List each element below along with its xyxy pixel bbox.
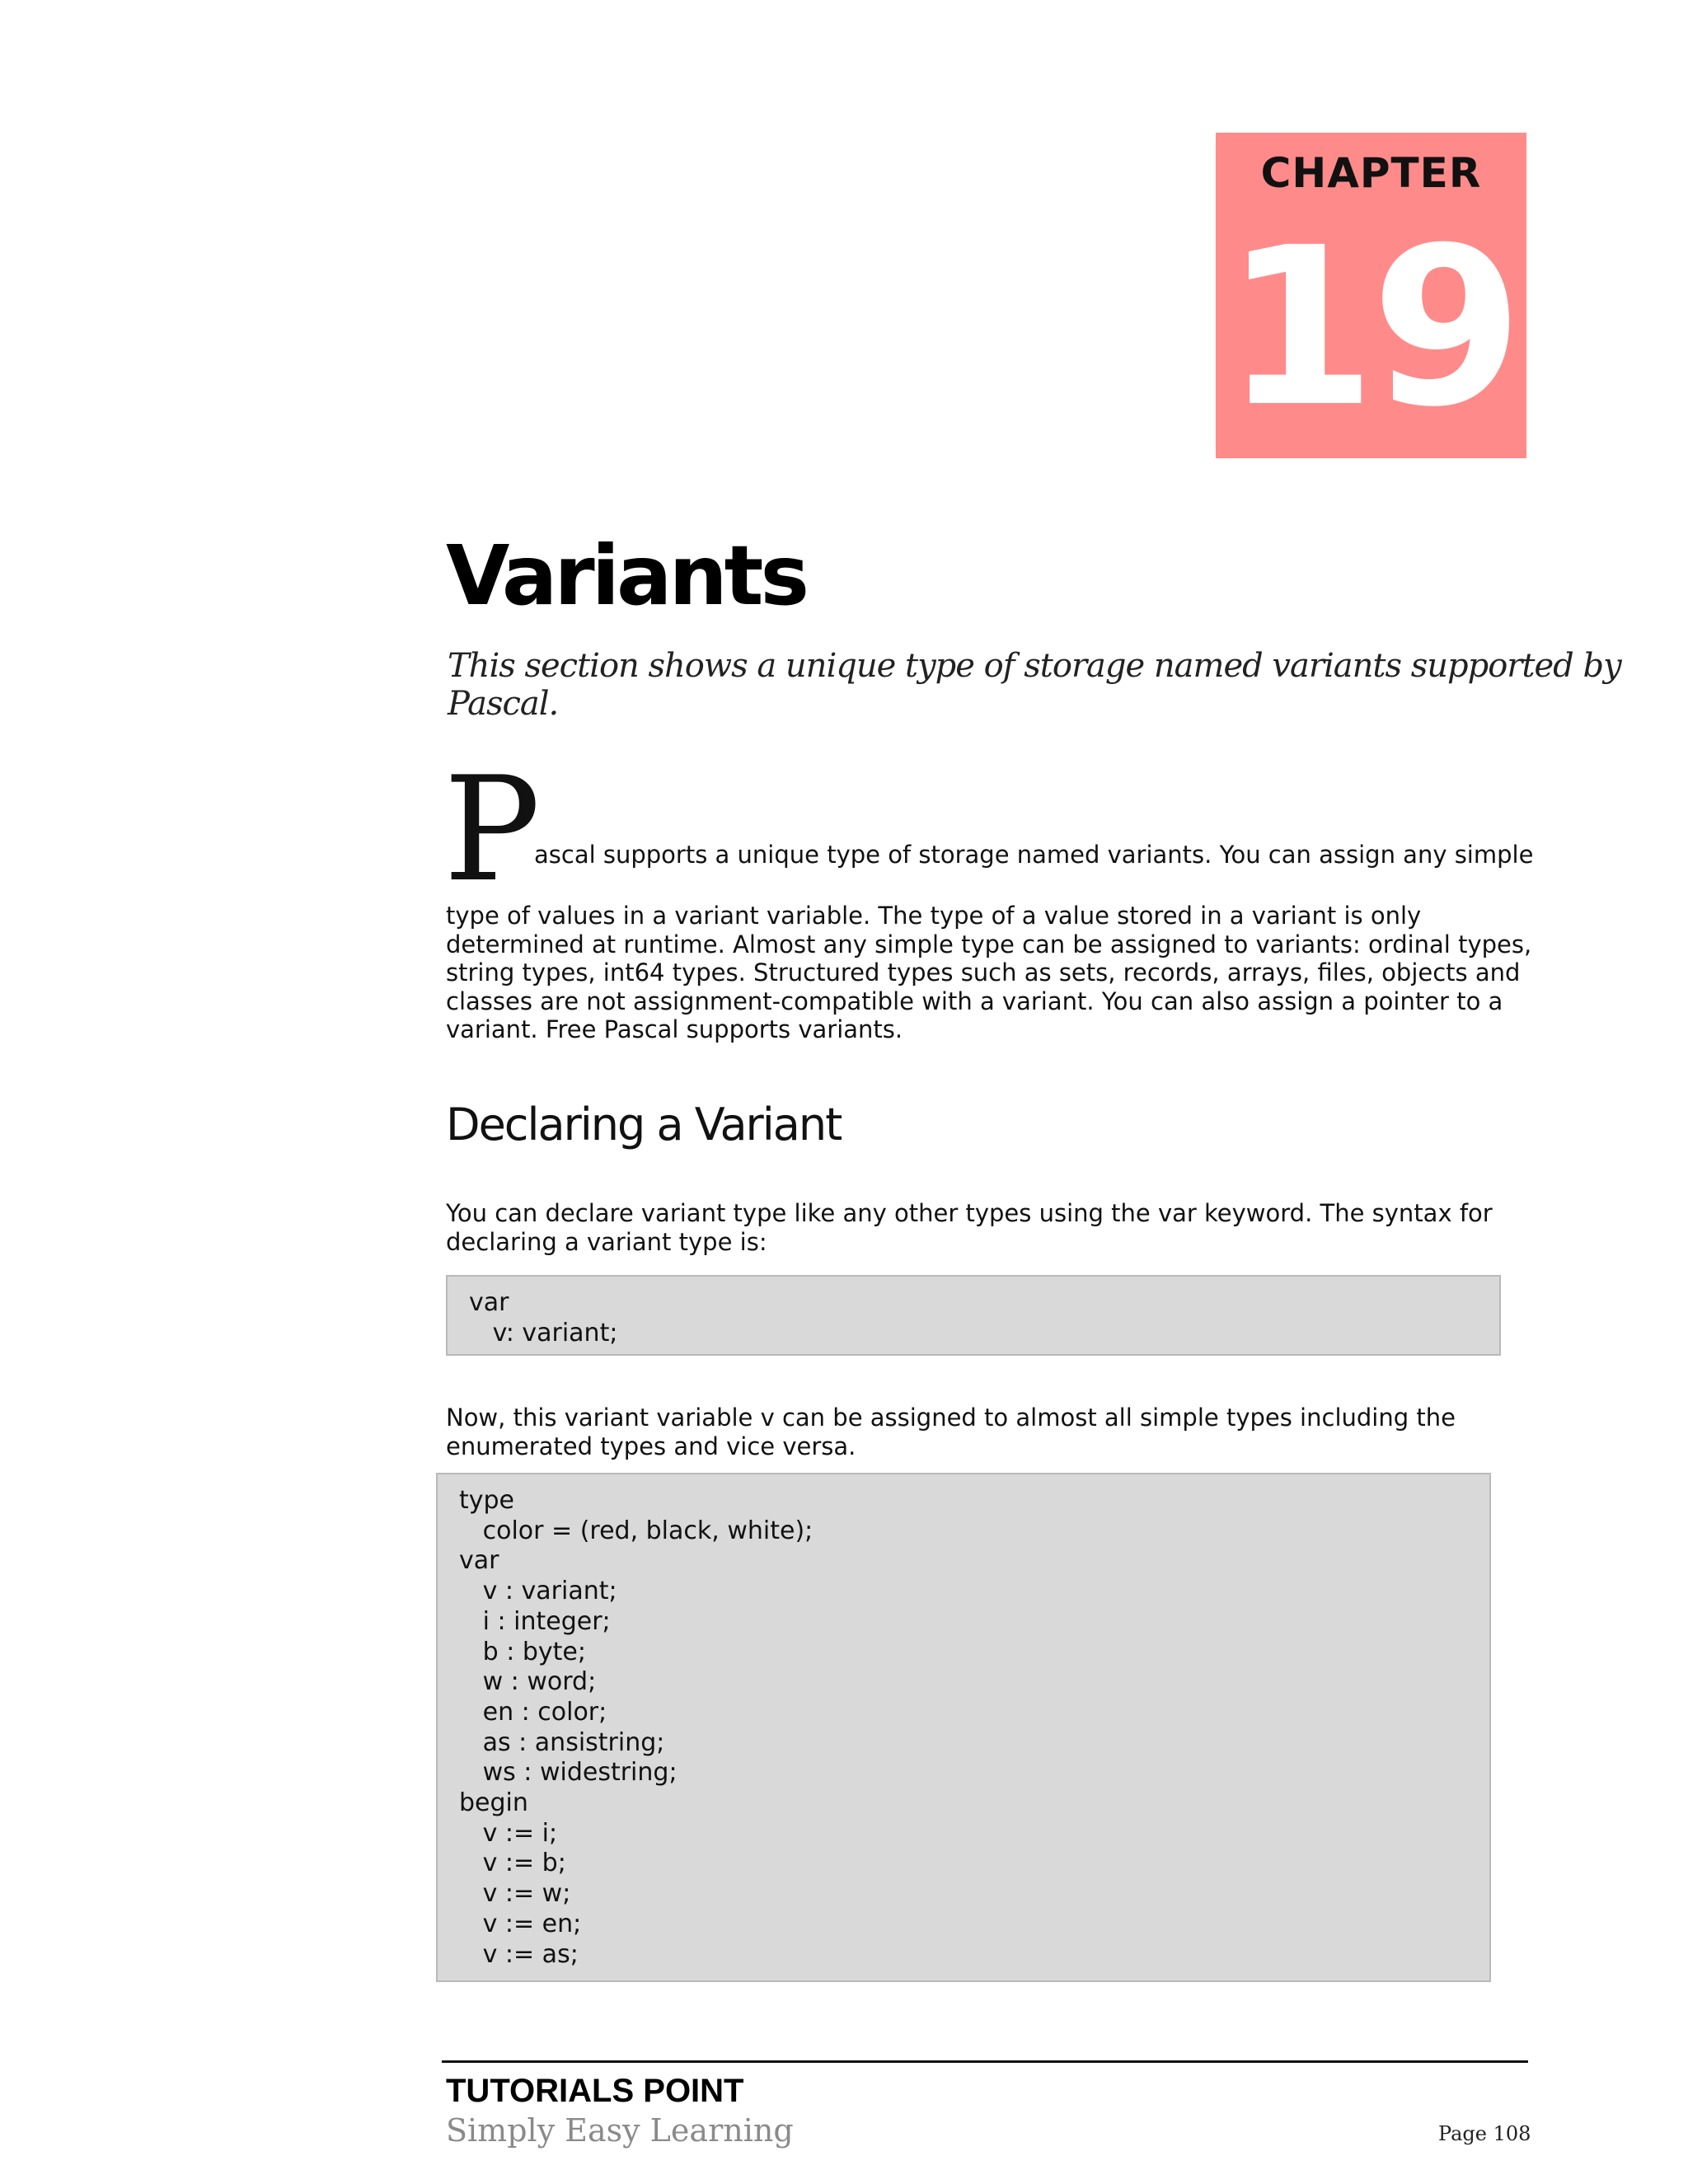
footer-brand: TUTORIALS POINT: [446, 2073, 744, 2109]
code-line: type: [459, 1486, 515, 1515]
code-line: v: variant;: [469, 1318, 618, 1347]
intro-first-line: ascal supports a unique type of storage named variants. You can assign any simple: [534, 841, 1534, 869]
code-line: v := w;: [459, 1879, 571, 1909]
chapter-label: CHAPTER: [1260, 149, 1482, 197]
code-line: v := en;: [459, 1909, 582, 1938]
chapter-badge: [1216, 133, 1526, 458]
chapter-number: 19: [1224, 201, 1518, 455]
code-line: var: [469, 1288, 509, 1317]
code-line: v := b;: [459, 1849, 566, 1878]
code-line: ws : widestring;: [459, 1758, 678, 1788]
chapter-title: Variants: [446, 527, 806, 624]
code-line: w : word;: [459, 1667, 597, 1697]
code-line: b : byte;: [459, 1637, 586, 1666]
code-line: color = (red, black, white);: [459, 1516, 814, 1545]
footer-tagline: Simply Easy Learning: [446, 2112, 794, 2149]
chapter-subtitle: This section shows a unique type of storage named variants supported by Pascal.: [448, 647, 1621, 723]
declaration-paragraph: You can declare variant type like any other types using the var keyword. The syntax for declaring a variant type is:: [446, 1199, 1493, 1256]
drop-cap: P: [443, 747, 541, 914]
intro-paragraph: type of values in a variant variable. The type of a value stored in a variant is only determined at runtime. Almost any simple type can be assigned to variants: ordinal types, string types, int64 types. Structured types such as sets, records, arrays, files, objects and classes are not assignment-compatible with a variant. You can also assign a pointer to a variant. Free Pascal supports variants.: [446, 902, 1532, 1043]
code-line: v := as;: [459, 1939, 579, 1969]
code-line: as : ansistring;: [459, 1727, 665, 1757]
code-line: v : variant;: [459, 1577, 617, 1606]
code-line: begin: [459, 1788, 528, 1818]
code-line: v := i;: [459, 1818, 558, 1848]
footer-divider: [442, 2060, 1528, 2063]
code-block-declaration: [446, 1275, 1501, 1356]
section-heading: Declaring a Variant: [446, 1099, 842, 1151]
code-line: var: [459, 1546, 499, 1576]
assignment-paragraph: Now, this variant variable v can be assigned to almost all simple types including the enumerated types and vice versa.: [446, 1404, 1456, 1460]
page-number: Page 108: [1438, 2122, 1531, 2145]
code-block-example: [436, 1473, 1491, 1982]
code-line: i : integer;: [459, 1606, 611, 1636]
code-line: en : color;: [459, 1697, 607, 1727]
